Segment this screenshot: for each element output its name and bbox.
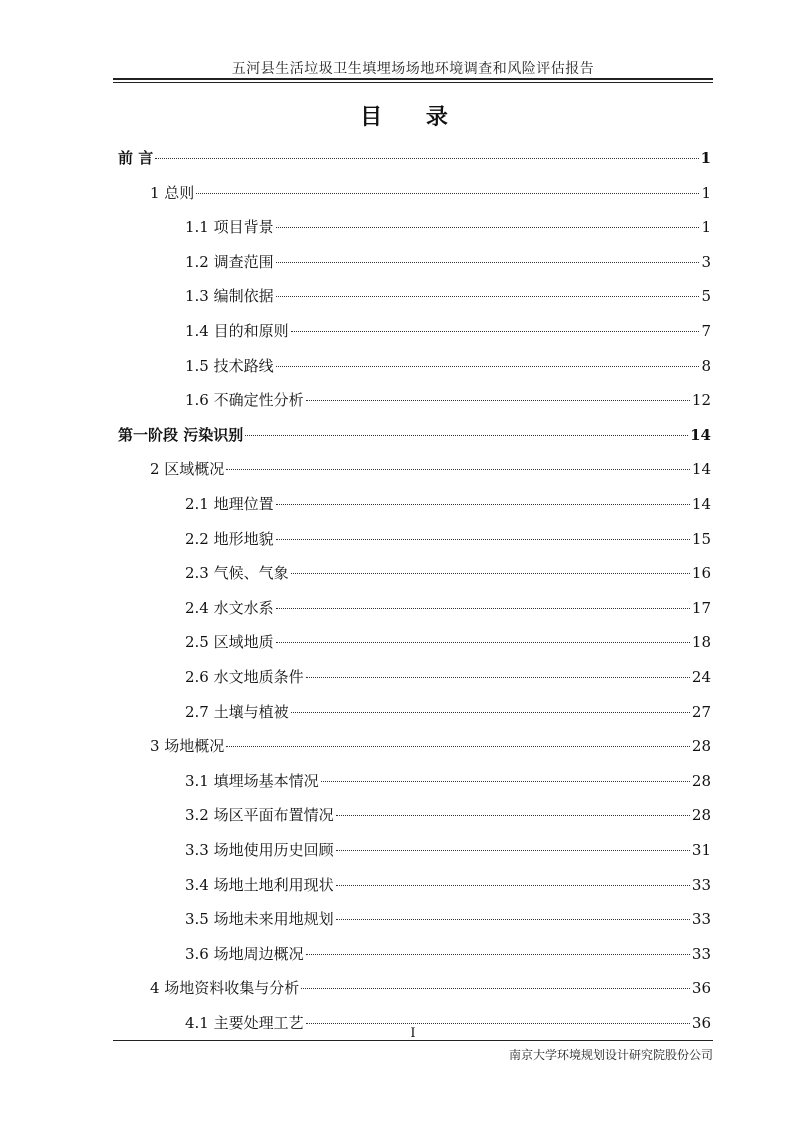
- toc-entry-label: 前 言: [118, 149, 154, 167]
- toc-entry[interactable]: [185, 320, 711, 342]
- toc-entry-page: 14: [690, 426, 711, 444]
- toc-entry-page: 14: [691, 460, 711, 478]
- toc-entry-page: 5: [701, 287, 711, 305]
- header-rule-thin: [113, 82, 713, 83]
- toc-dot-leader: [306, 400, 690, 401]
- toc-entry-page: 14: [691, 495, 711, 513]
- toc-entry[interactable]: [185, 908, 711, 930]
- footer-rule: [113, 1040, 713, 1041]
- toc-entry[interactable]: [185, 251, 711, 273]
- toc-entry-label: 3.6 场地周边概况: [185, 945, 304, 963]
- toc-entry-page: 28: [691, 772, 711, 790]
- toc-title: 目 录: [360, 104, 466, 130]
- toc-entry-page: 16: [691, 564, 711, 582]
- toc-dot-leader: [276, 296, 700, 297]
- toc-dot-leader: [226, 469, 690, 470]
- toc-entry-page: 1: [701, 184, 711, 202]
- toc-entry-label: 2.2 地形地貌: [185, 530, 274, 548]
- toc-entry[interactable]: [185, 355, 711, 377]
- toc-entry[interactable]: [150, 458, 711, 480]
- toc-entry[interactable]: [185, 804, 711, 826]
- toc-entry-label: 3 场地概况: [150, 737, 225, 755]
- toc-entry-label: 1.5 技术路线: [185, 357, 274, 375]
- toc-dot-leader: [155, 158, 698, 159]
- toc-dot-leader: [291, 712, 690, 713]
- toc-entry[interactable]: [185, 666, 711, 688]
- toc-dot-leader: [291, 331, 700, 332]
- toc-dot-leader: [276, 262, 700, 263]
- toc-entry-label: 4.1 主要处理工艺: [185, 1014, 304, 1032]
- toc-entry-label: 2 区域概况: [150, 460, 225, 478]
- toc-entry-page: 31: [691, 841, 711, 859]
- toc-dot-leader: [291, 573, 690, 574]
- toc-dot-leader: [276, 539, 690, 540]
- footer-organization: 南京大学环境规划设计研究院股份公司: [508, 1048, 713, 1062]
- toc-entry-page: 33: [691, 876, 711, 894]
- toc-entry[interactable]: [185, 216, 711, 238]
- toc-entry-page: 18: [691, 633, 711, 651]
- toc-entry-page: 1: [700, 149, 711, 167]
- toc-entry-page: 36: [691, 979, 711, 997]
- toc-entry-label: 1.3 编制依据: [185, 287, 274, 305]
- toc-entry-label: 1.1 项目背景: [185, 218, 274, 236]
- toc-entry-label: 3.3 场地使用历史回顾: [185, 841, 334, 859]
- toc-entry-label: 1.6 不确定性分析: [185, 391, 304, 409]
- toc-entry[interactable]: [185, 770, 711, 792]
- toc-dot-leader: [276, 504, 690, 505]
- toc-entry[interactable]: [185, 285, 711, 307]
- toc-dot-leader: [276, 227, 700, 228]
- toc-dot-leader: [306, 954, 690, 955]
- toc-dot-leader: [306, 677, 690, 678]
- toc-entry-page: 28: [691, 806, 711, 824]
- toc-entry-page: 36: [691, 1014, 711, 1032]
- toc-entry[interactable]: [185, 701, 711, 723]
- toc-dot-leader: [336, 885, 690, 886]
- toc-entry-page: 1: [701, 218, 711, 236]
- toc-entry-page: 8: [701, 357, 711, 375]
- toc-entry-page: 28: [691, 737, 711, 755]
- header-rule: [113, 78, 713, 80]
- toc-entry-label: 3.2 场区平面布置情况: [185, 806, 334, 824]
- toc-dot-leader: [276, 608, 690, 609]
- toc-entry-label: 第一阶段 污染识别: [118, 426, 244, 444]
- toc-entry-label: 2.5 区域地质: [185, 633, 274, 651]
- toc-entry-page: 17: [691, 599, 711, 617]
- toc-entry-label: 3.1 填埋场基本情况: [185, 772, 319, 790]
- toc-dot-leader: [276, 642, 690, 643]
- toc-entry[interactable]: [185, 493, 711, 515]
- toc-entry-label: 1.2 调查范围: [185, 253, 274, 271]
- toc-dot-leader: [226, 746, 690, 747]
- toc-entry[interactable]: [118, 424, 711, 446]
- toc-entry-page: 33: [691, 945, 711, 963]
- toc-entry[interactable]: [185, 597, 711, 619]
- toc-dot-leader: [276, 366, 700, 367]
- toc-entry-label: 1 总则: [150, 184, 195, 202]
- toc-entry-label: 2.3 气候、气象: [185, 564, 289, 582]
- toc-entry-page: 24: [691, 668, 711, 686]
- toc-entry-page: 7: [701, 322, 711, 340]
- toc-entry[interactable]: [185, 943, 711, 965]
- toc-entry-label: 2.1 地理位置: [185, 495, 274, 513]
- toc-entry-label: 4 场地资料收集与分析: [150, 979, 300, 997]
- toc-entry-page: 27: [691, 703, 711, 721]
- toc-entry[interactable]: [150, 977, 711, 999]
- toc-entry-page: 15: [691, 530, 711, 548]
- toc-entry-label: 2.7 土壤与植被: [185, 703, 289, 721]
- toc-dot-leader: [196, 193, 699, 194]
- toc-entry-label: 1.4 目的和原则: [185, 322, 289, 340]
- page-header-title: 五河县生活垃圾卫生填埋场场地环境调查和风险评估报告: [231, 61, 595, 77]
- toc-entry-label: 3.5 场地未来用地规划: [185, 910, 334, 928]
- toc-entry-page: 12: [691, 391, 711, 409]
- toc-dot-leader: [321, 781, 690, 782]
- toc-dot-leader: [336, 815, 690, 816]
- toc-entry[interactable]: [185, 562, 711, 584]
- toc-entry-page: 33: [691, 910, 711, 928]
- toc-dot-leader: [301, 988, 690, 989]
- toc-entry[interactable]: [185, 528, 711, 550]
- toc-entry-page: 3: [701, 253, 711, 271]
- toc-dot-leader: [336, 850, 690, 851]
- toc-entry[interactable]: [150, 735, 711, 757]
- toc-dot-leader: [306, 1023, 690, 1024]
- toc-entry[interactable]: [150, 182, 711, 204]
- toc-entry-label: 2.4 水文水系: [185, 599, 274, 617]
- toc-entry[interactable]: [118, 147, 711, 169]
- toc-dot-leader: [245, 435, 688, 436]
- toc-entry-label: 2.6 水文地质条件: [185, 668, 304, 686]
- toc-entry[interactable]: [185, 389, 711, 411]
- toc-entry-label: 3.4 场地土地利用现状: [185, 876, 334, 894]
- toc-entry[interactable]: [185, 874, 711, 896]
- toc-dot-leader: [336, 919, 690, 920]
- footer-page-number: I: [410, 1026, 416, 1041]
- toc-entry[interactable]: [185, 631, 711, 653]
- toc-entry[interactable]: [185, 839, 711, 861]
